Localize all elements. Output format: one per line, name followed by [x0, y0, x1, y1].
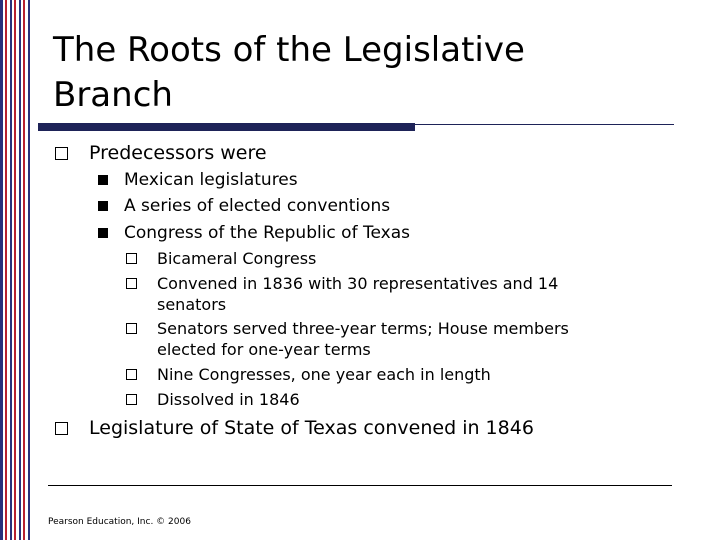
hollow-square-bullet-icon: [126, 253, 137, 264]
title-line-1: The Roots of the Legislative: [53, 30, 525, 70]
bullet-predecessors: Predecessors were: [89, 142, 267, 164]
filled-square-bullet-icon: [98, 175, 108, 185]
hollow-square-bullet-icon: [55, 147, 68, 160]
filled-square-bullet-icon: [98, 228, 108, 238]
bullet-elected-conventions: A series of elected conventions: [124, 196, 391, 216]
slide-title: [53, 28, 693, 118]
sub-bullet-bicameral: Bicameral Congress: [157, 249, 317, 268]
hollow-square-bullet-icon: [126, 278, 137, 289]
sub-bullet-nine-congresses: Nine Congresses, one year each in length: [157, 365, 491, 384]
footer-divider: [48, 485, 672, 486]
hollow-square-bullet-icon: [126, 323, 137, 334]
hollow-square-bullet-icon: [126, 394, 137, 405]
title-line-2: Branch: [53, 75, 173, 115]
title-divider-accent: [38, 123, 415, 131]
filled-square-bullet-icon: [98, 201, 108, 211]
decorative-stripes: [0, 0, 32, 540]
footer-copyright: Pearson Education, Inc. © 2006: [48, 517, 191, 527]
bullet-mexican-legislatures: Mexican legislatures: [124, 170, 298, 190]
hollow-square-bullet-icon: [55, 422, 68, 435]
sub-bullet-dissolved: Dissolved in 1846: [157, 390, 300, 409]
bullet-state-legislature: Legislature of State of Texas convened in 1846: [89, 417, 534, 439]
hollow-square-bullet-icon: [126, 369, 137, 380]
sub-bullet-terms: Senators served three-year terms; House members elected for one-year terms: [157, 319, 569, 359]
sub-bullet-convened-1836: Convened in 1836 with 30 representatives and 14 senators: [157, 274, 559, 314]
bullet-congress-republic: Congress of the Republic of Texas: [124, 223, 410, 243]
